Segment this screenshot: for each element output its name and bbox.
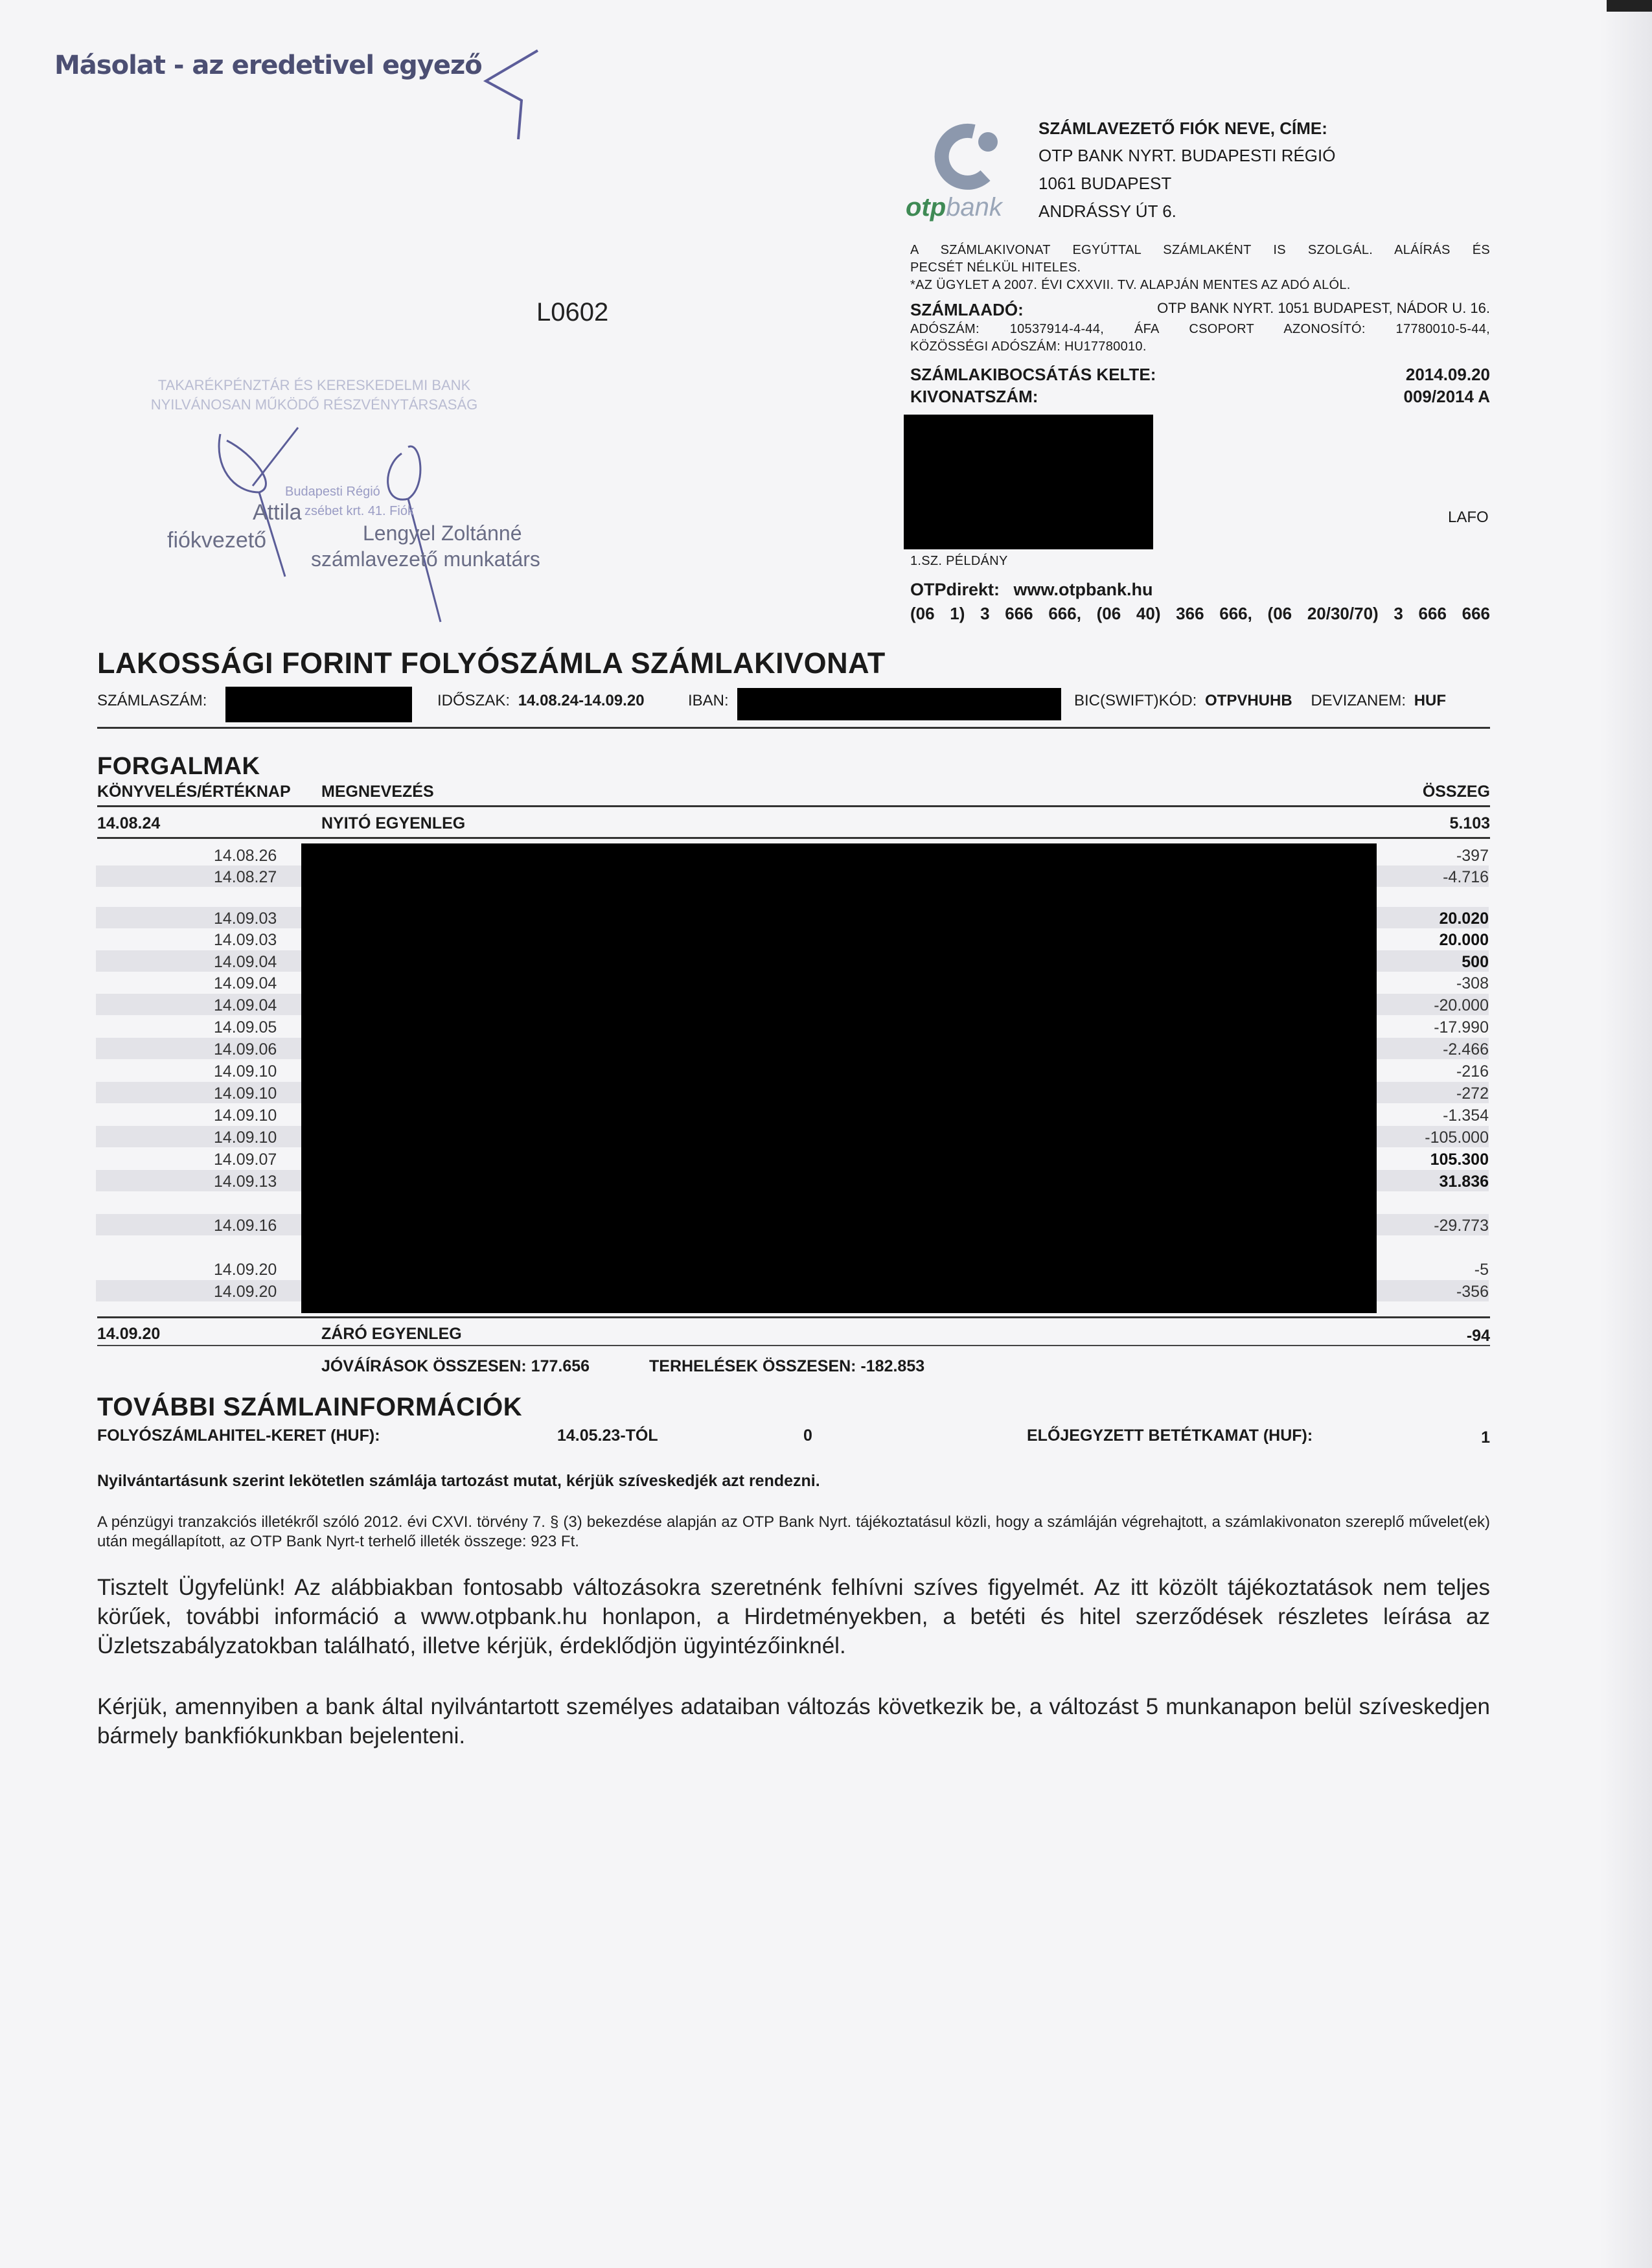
table-row: 14.09.03 20.020: [96, 907, 1489, 928]
account-number-label: SZÁMLASZÁM:: [97, 692, 207, 709]
branch-line2: 1061 BUDAPEST: [1038, 174, 1172, 193]
bic-value: OTPVHUHB: [1205, 692, 1292, 709]
notice-line2: PECSÉT NÉLKÜL HITELES.: [910, 260, 1081, 275]
tax-line: ADÓSZÁM: 10537914-4-44, ÁFA CSOPORT AZONOSÍTÓ: 17780010-5-44,: [910, 322, 1490, 336]
further-info-title: TOVÁBBI SZÁMLAINFORMÁCIÓK: [97, 1393, 523, 1421]
table-row: 14.09.20 -356: [96, 1280, 1489, 1301]
table-row: 14.09.03 20.000: [214, 931, 1489, 949]
statement-title: LAKOSSÁGI FORINT FOLYÓSZÁMLA SZÁMLAKIVONAT: [97, 647, 886, 680]
table-row: 14.09.10 -1.354: [214, 1106, 1489, 1125]
signer1-name: Attila: [253, 500, 302, 525]
debits-total: TERHELÉSEK ÖSSZESEN: -182.853: [649, 1357, 925, 1375]
code-lafo: LAFO: [1448, 509, 1489, 526]
data-change-paragraph: Kérjük, amennyiben a bank által nyilvántartott személyes adataiban változás következik be, a változást 5 munkanapon belül szíveskedjen bármely bankfiókunkban bejelenteni.: [97, 1694, 1490, 1748]
signer2-role: számlavezető munkatárs: [311, 547, 540, 571]
issue-date-label: SZÁMLAKIBOCSÁTÁS KELTE:: [910, 365, 1156, 384]
transactions-title: FORGALMAK: [97, 753, 260, 780]
table-row: 14.08.27 -4.716: [96, 865, 1489, 887]
otpdirekt-url[interactable]: www.otpbank.hu: [1013, 580, 1153, 599]
table-row: 14.09.16 -29.773: [96, 1214, 1489, 1235]
col-header-description: MEGNEVEZÉS: [321, 783, 434, 801]
copy-number: 1.SZ. PÉLDÁNY: [910, 554, 1008, 568]
redacted-transaction-descriptions: [301, 843, 1377, 1313]
table-row: 14.09.07 105.300: [214, 1151, 1489, 1169]
signer1-role: fiókvezető: [167, 528, 267, 553]
stamp-branch: zsébet krt. 41. Fiók: [304, 504, 414, 518]
interest-value: 1: [1481, 1428, 1490, 1447]
transaction-tax-note: A pénzügyi tranzakciós illetékről szóló 2012. évi CXVI. törvény 7. § (3) bekezdése alapján az OTP Bank Nyrt. tájékoztatásul közli, hogy a számláján végrehajtott, a számlakivonaton szereplő művelet(ek) után megállapított, az OTP Bank Nyrt-t terhelő illeték összege: 923 Ft.: [97, 1513, 1490, 1550]
table-row: 14.09.04 -308: [214, 974, 1489, 992]
logo-wordmark: otpbank: [906, 193, 1002, 222]
redacted-address-block: [904, 415, 1153, 549]
table-row: 14.09.04 500: [96, 950, 1489, 972]
otpdirekt-line: [910, 580, 1153, 600]
period-field: [437, 692, 645, 710]
issuer-line: [910, 300, 1490, 320]
notice-line3: *AZ ÜGYLET A 2007. ÉVI CXXVII. TV. ALAPJÁN MENTES AZ ADÓ ALÓL.: [910, 278, 1351, 292]
bic-field: [1074, 692, 1446, 710]
branch-label: SZÁMLAVEZETŐ FIÓK NEVE, CÍME:: [1038, 119, 1327, 138]
header-divider: [97, 805, 1490, 807]
title-divider: [97, 727, 1490, 729]
copy-stamp: Másolat - az eredetivel egyező: [54, 51, 482, 80]
table-row: 14.09.05 -17.990: [214, 1018, 1489, 1037]
bank-stamp-line2: NYILVÁNOSAN MŰKÖDŐ RÉSZVÉNYTÁRSASÁG: [150, 396, 478, 413]
totals-divider: [97, 1345, 1490, 1346]
otpdirekt-label: OTPdirekt:: [910, 580, 1000, 599]
currency-label: DEVIZANEM:: [1311, 692, 1406, 709]
eu-tax-line: KÖZÖSSÉGI ADÓSZÁM: HU17780010.: [910, 339, 1147, 354]
otp-bank-logo-icon: [923, 113, 1007, 204]
table-row: 14.09.04 -20.000: [96, 994, 1489, 1015]
period-label: IDŐSZAK:: [437, 692, 511, 709]
credit-limit-value: 0: [803, 1426, 812, 1445]
customer-notice-paragraph: Tisztelt Ügyfelünk! Az alábbiakban fontosabb változásokra szeretnénk felhívni szíves figyelmét. Az itt közölt tájékoztatások nem teljes körűek, további információ a www.otpbank.hu honlapon, a Hirdetményekben, a betéti és hitel szerződések részletes leírása az Üzletszabályzatokban található, illetve kérjük, érdeklődjön ügyintézőinknél.: [97, 1575, 1490, 1658]
credit-limit-from: 14.05.23-TÓL: [557, 1426, 658, 1445]
closing-value: -94: [1466, 1327, 1490, 1345]
issuer-text: OTP BANK NYRT. 1051 BUDAPEST, NÁDOR U. 16.: [1157, 300, 1490, 316]
table-row: 14.09.06 -2.466: [96, 1038, 1489, 1059]
currency-value: HUF: [1414, 692, 1447, 709]
notice-line1: A SZÁMLAKIVONAT EGYÚTTAL SZÁMLAKÉNT IS SZOLGÁL. ALÁÍRÁS ÉS: [910, 243, 1490, 257]
bic-label: BIC(SWIFT)KÓD:: [1074, 692, 1197, 709]
closing-date: 14.09.20: [97, 1325, 161, 1343]
issuer-label: SZÁMLAADÓ:: [910, 300, 1024, 319]
opening-value: 5.103: [1449, 814, 1490, 832]
closing-divider: [97, 1316, 1490, 1318]
statement-number-label: KIVONATSZÁM:: [910, 387, 1038, 406]
table-row: 14.09.10 -216: [214, 1062, 1489, 1081]
redacted-iban: [737, 688, 1061, 720]
col-header-date: KÖNYVELÉS/ÉRTÉKNAP: [97, 783, 291, 801]
page-edge-shadow: [1600, 0, 1652, 2268]
handwritten-mark-icon: [473, 45, 551, 143]
signer2-name: Lengyel Zoltánné: [363, 521, 522, 545]
closing-label: ZÁRÓ EGYENLEG: [321, 1325, 462, 1343]
opening-date: 14.08.24: [97, 814, 161, 832]
branch-line1: OTP BANK NYRT. BUDAPESTI RÉGIÓ: [1038, 146, 1336, 165]
table-row: 14.09.10 -105.000: [96, 1126, 1489, 1147]
redacted-account-number: [225, 687, 412, 722]
debt-warning: Nyilvántartásunk szerint lekötetlen számlája tartozást mutat, kérjük szíveskedjék azt rendezni.: [97, 1472, 820, 1490]
opening-label: NYITÓ EGYENLEG: [321, 814, 466, 832]
table-row: 14.09.10 -272: [96, 1082, 1489, 1103]
opening-divider: [97, 837, 1490, 839]
bank-stamp-line1: TAKARÉKPÉNZTÁR ÉS KERESKEDELMI BANK: [157, 377, 471, 393]
table-row: 14.09.20 -5: [214, 1261, 1489, 1279]
period-value: 14.08.24-14.09.20: [518, 692, 645, 709]
interest-label: ELŐJEGYZETT BETÉTKAMAT (HUF):: [1027, 1426, 1313, 1445]
issue-date-value: 2014.09.20: [1405, 365, 1490, 384]
col-header-amount: ÖSSZEG: [1422, 783, 1490, 801]
iban-label: IBAN:: [688, 692, 729, 709]
table-row: 14.09.13 31.836: [96, 1170, 1489, 1191]
stamp-region: Budapesti Régió: [285, 485, 380, 499]
table-row: 14.08.26 -397: [214, 847, 1489, 865]
phone-numbers: (06 1) 3 666 666, (06 40) 366 666, (06 20/30/70) 3 666 666: [910, 604, 1490, 623]
reference-code: L0602: [536, 298, 609, 326]
branch-line3: ANDRÁSSY ÚT 6.: [1038, 201, 1176, 221]
credit-limit-label: FOLYÓSZÁMLAHITEL-KERET (HUF):: [97, 1426, 380, 1445]
page-edge-mark: [1607, 0, 1652, 12]
statement-number-value: 009/2014 A: [1403, 387, 1490, 406]
credits-total: JÓVÁÍRÁSOK ÖSSZESEN: 177.656: [321, 1357, 590, 1375]
